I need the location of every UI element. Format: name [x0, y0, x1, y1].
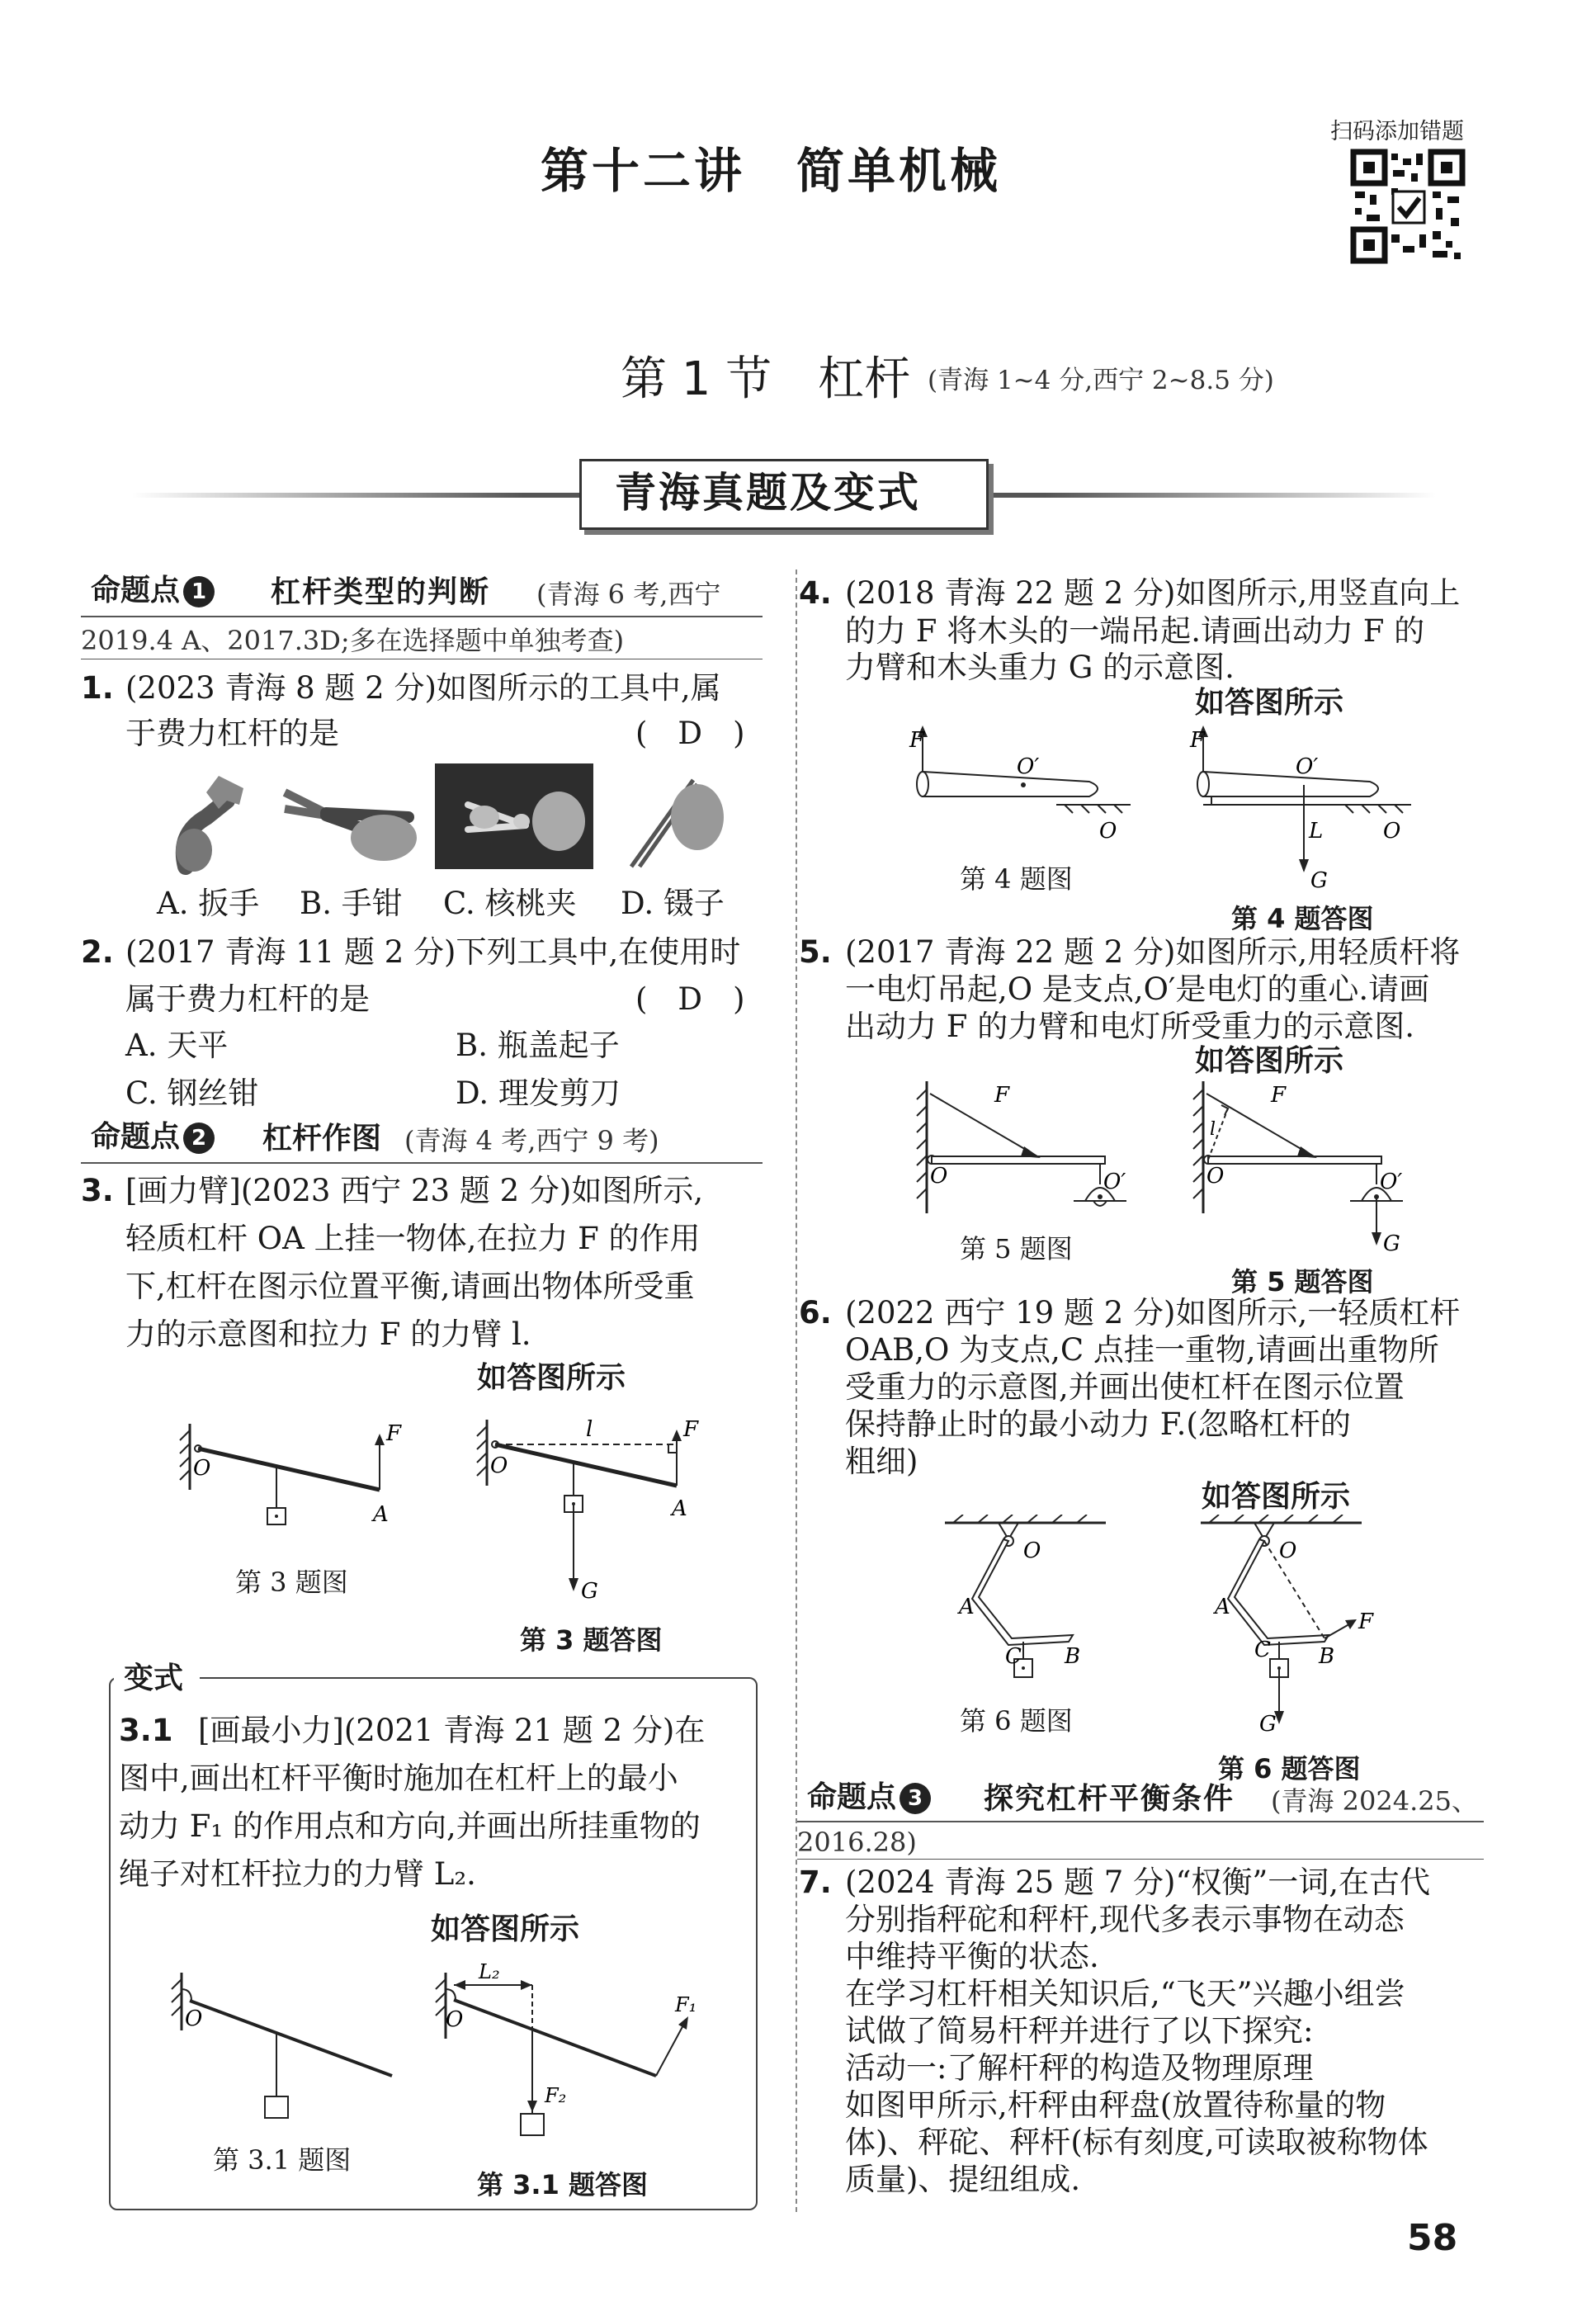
q5-number: 5.	[799, 934, 832, 970]
q7-line-7: 如图甲所示,杆秤由秤盘(放置待称量的物	[845, 2087, 1386, 2123]
q1-line-1: (2023 青海 8 题 2 分)如图所示的工具中,属	[125, 670, 721, 706]
label-C: C	[1254, 1638, 1271, 1662]
label-B: B	[1065, 1644, 1081, 1669]
q4-line-1: (2018 青海 22 题 2 分)如图所示,用竖直向上	[845, 575, 1461, 611]
pliers-picture	[276, 768, 433, 875]
kp2-meta: (青海 4 考,西宁 9 考)	[404, 1125, 659, 1156]
q1-option-a: A. 扳手	[157, 886, 260, 921]
q5-answer-figure	[1188, 1077, 1419, 1259]
label-O: O	[193, 1456, 211, 1481]
q3-line-3: 下,杠杆在图示位置平衡,请画出物体所受重	[125, 1269, 695, 1304]
label-O: O	[1279, 1538, 1297, 1563]
label-O: O	[1383, 819, 1401, 844]
nutcracker-picture	[435, 763, 593, 869]
q7-line-9: 质量)、提纽组成.	[845, 2162, 1081, 2197]
variant-tag: 变式	[124, 1661, 184, 1695]
q2-option-d: D. 理发剪刀	[456, 1075, 621, 1111]
kp3-meta-2: 2016.28)	[797, 1827, 917, 1858]
section-subtitle: (青海 1~4 分,西宁 2~8.5 分)	[928, 366, 1274, 395]
q3-figure	[173, 1416, 421, 1548]
q1-option-d: D. 镊子	[621, 886, 725, 921]
q2-number: 2.	[81, 934, 114, 970]
q6-line-2: OAB,O 为支点,C 点挂一重物,请画出重物所	[845, 1332, 1439, 1368]
q2-line-1: (2017 青海 11 题 2 分)下列工具中,在使用时	[125, 934, 741, 970]
variant-number: 3.1	[119, 1713, 173, 1748]
q1-option-c: C. 核桃夹	[443, 886, 577, 921]
q7-line-5: 试做了简易杆秤并进行了以下探究:	[845, 2013, 1314, 2049]
q7-line-4: 在学习杠杆相关知识后,“飞天”兴趣小组尝	[845, 1976, 1405, 2011]
label-O: O	[930, 1164, 948, 1189]
variant-figure-caption: 第 3.1 题图	[213, 2144, 352, 2176]
variant-line-2: 图中,画出杠杆平衡时施加在杠杆上的最小	[119, 1761, 678, 1796]
q2-line-2: 属于费力杠杆的是	[125, 981, 370, 1017]
q6-number: 6.	[799, 1295, 832, 1331]
kp1-underline	[81, 616, 763, 617]
label-G: G	[1259, 1712, 1277, 1737]
label-F: F	[1358, 1609, 1374, 1634]
label-O: O	[1206, 1164, 1225, 1189]
label-G: G	[581, 1579, 598, 1604]
q4-line-2: 的力 F 将木头的一端吊起.请画出动力 F 的	[845, 613, 1425, 649]
q4-answer-figure	[1188, 722, 1436, 896]
label-G: G	[1383, 1231, 1400, 1256]
q3-answer-caption: 第 3 题答图	[520, 1624, 663, 1656]
label-l: l	[586, 1417, 593, 1442]
q7-line-6: 活动一:了解杆秤的构造及物理原理	[845, 2050, 1314, 2086]
variant-answer-caption: 第 3.1 题答图	[477, 2169, 648, 2200]
label-F: F	[1190, 728, 1206, 753]
q1-line-2: 于费力杠杆的是	[125, 716, 339, 751]
q6-line-3: 受重力的示意图,并画出使杠杆在图示位置	[845, 1369, 1405, 1405]
q3-answer-note: 如答图所示	[477, 1361, 626, 1395]
q6-answer-caption: 第 6 题答图	[1218, 1753, 1361, 1784]
label-L: L	[1309, 819, 1324, 844]
variant-answer-note: 如答图所示	[431, 1912, 580, 1946]
kp3-underline-2	[797, 1859, 1484, 1860]
q5-line-2: 一电灯吊起,O 是支点,O′是电灯的重心.请画	[845, 971, 1430, 1007]
kp2-title: 杠杆作图	[262, 1122, 382, 1156]
q6-answer-note: 如答图所示	[1202, 1480, 1351, 1514]
q7-line-2: 分别指秤砣和秤杆,现代多表示事物在动态	[845, 1902, 1405, 1937]
q1-answer: ( D )	[635, 716, 745, 751]
q1-option-b: B. 手钳	[300, 886, 403, 921]
kp3-meta-1: (青海 2024.25、	[1271, 1785, 1478, 1817]
q3-line-1: [画力臂](2023 西宁 23 题 2 分)如图所示,	[125, 1173, 704, 1208]
qr-code[interactable]	[1350, 149, 1466, 264]
q2-option-c: C. 钢丝钳	[125, 1075, 259, 1111]
q4-number: 4.	[799, 575, 832, 611]
label-O: O	[1099, 819, 1117, 844]
qr-label: 扫码添加错题	[1330, 119, 1464, 144]
q5-figure-caption: 第 5 题图	[960, 1233, 1073, 1264]
kp1-meta-2: 2019.4 A、2017.3D;多在选择题中单独考查)	[81, 625, 625, 656]
column-divider	[796, 570, 797, 2212]
q7-number: 7.	[799, 1865, 832, 1900]
label-O: O	[185, 2006, 203, 2031]
q2-answer: ( D )	[635, 981, 745, 1017]
q7-line-3: 中维持平衡的状态.	[845, 1939, 1099, 1974]
q5-line-1: (2017 青海 22 题 2 分)如图所示,用轻质杆将	[845, 934, 1461, 970]
label-F: F	[909, 728, 925, 753]
q6-figure	[941, 1515, 1114, 1704]
kp3-label: 命题点 3	[807, 1783, 931, 1814]
q1-number: 1.	[81, 670, 114, 706]
q3-answer-figure	[470, 1403, 734, 1609]
q5-answer-note: 如答图所示	[1195, 1044, 1344, 1078]
variant-line-1: [画最小力](2021 青海 21 题 2 分)在	[198, 1713, 706, 1748]
q3-line-4: 力的示意图和拉力 F 的力臂 l.	[125, 1316, 531, 1352]
q5-answer-caption: 第 5 题答图	[1231, 1266, 1374, 1297]
label-O: O	[490, 1453, 508, 1478]
label-G: G	[1310, 868, 1328, 893]
q2-option-b: B. 瓶盖起子	[456, 1028, 620, 1063]
kp2-label: 命题点 2	[91, 1123, 215, 1154]
q3-number: 3.	[81, 1173, 114, 1208]
q6-line-1: (2022 西宁 19 题 2 分)如图所示,一轻质杠杆	[845, 1295, 1461, 1331]
variant-line-4: 绳子对杠杆拉力的力臂 L₂.	[119, 1856, 476, 1892]
label-F: F	[386, 1421, 402, 1446]
label-A: A	[959, 1595, 975, 1619]
label-F: F	[683, 1417, 699, 1442]
label-L2: L₂	[479, 1960, 500, 1983]
page-number: 58	[1407, 2217, 1458, 2259]
label-Op: O′	[1103, 1170, 1126, 1194]
label-O: O	[1023, 1538, 1041, 1563]
label-A: A	[373, 1502, 389, 1527]
variant-answer-figure	[429, 1960, 710, 2158]
q4-line-3: 力臂和木头重力 G 的示意图.	[845, 650, 1235, 685]
label-Op: O′	[1017, 754, 1040, 779]
label-B: B	[1319, 1644, 1335, 1669]
label-Op: O′	[1296, 754, 1319, 779]
label-F1: F₁	[675, 1993, 697, 2016]
section-title: 第 1 节 杠杆	[621, 352, 911, 406]
label-l: l	[1210, 1119, 1216, 1140]
variant-line-3: 动力 F₁ 的作用点和方向,并画出所挂重物的	[119, 1808, 701, 1844]
q7-line-1: (2024 青海 25 题 7 分)“权衡”一词,在古代	[845, 1865, 1431, 1900]
q2-option-a: A. 天平	[125, 1028, 229, 1063]
q3-figure-caption: 第 3 题图	[235, 1567, 348, 1598]
q4-answer-note: 如答图所示	[1195, 686, 1344, 720]
label-F2: F₂	[545, 2084, 567, 2107]
variant-figure	[165, 1964, 413, 2129]
banner-title: 青海真题及变式	[615, 469, 921, 517]
kp1-title: 杠杆类型的判断	[271, 575, 491, 609]
q3-line-2: 轻质杠杆 OA 上挂一物体,在拉力 F 的作用	[125, 1221, 701, 1256]
kp3-underline	[797, 1821, 1484, 1822]
q6-answer-figure	[1197, 1515, 1386, 1737]
kp1-label: 命题点 1	[91, 576, 215, 607]
label-F: F	[994, 1083, 1010, 1108]
kp2-underline	[81, 1162, 763, 1164]
q4-figure-caption: 第 4 题图	[960, 863, 1073, 895]
q4-answer-caption: 第 4 题答图	[1231, 903, 1374, 934]
label-F: F	[1271, 1083, 1287, 1108]
q5-figure	[912, 1077, 1126, 1234]
kp3-title: 探究杠杆平衡条件	[984, 1782, 1235, 1816]
q5-line-3: 出动力 F 的力臂和电灯所受重力的示意图.	[845, 1009, 1414, 1044]
wrench-picture	[169, 768, 260, 875]
q6-line-4: 保持静止时的最小动力 F.(忽略杠杆的	[845, 1406, 1351, 1442]
q6-figure-caption: 第 6 题图	[960, 1705, 1073, 1737]
q7-line-8: 体)、秤砣、秤杆(标有刻度,可读取被称物体	[845, 2125, 1428, 2160]
label-Op: O′	[1380, 1170, 1403, 1194]
lecture-title: 第十二讲 简单机械	[541, 143, 1002, 199]
q6-line-5: 粗细)	[845, 1444, 918, 1479]
label-A: A	[1215, 1595, 1230, 1619]
tweezers-picture	[615, 763, 730, 875]
kp1-meta-1: (青海 6 考,西宁	[536, 579, 721, 610]
label-O: O	[446, 2007, 464, 2032]
q4-figure	[908, 722, 1139, 854]
label-A: A	[672, 1496, 687, 1521]
label-C: C	[1005, 1644, 1022, 1669]
